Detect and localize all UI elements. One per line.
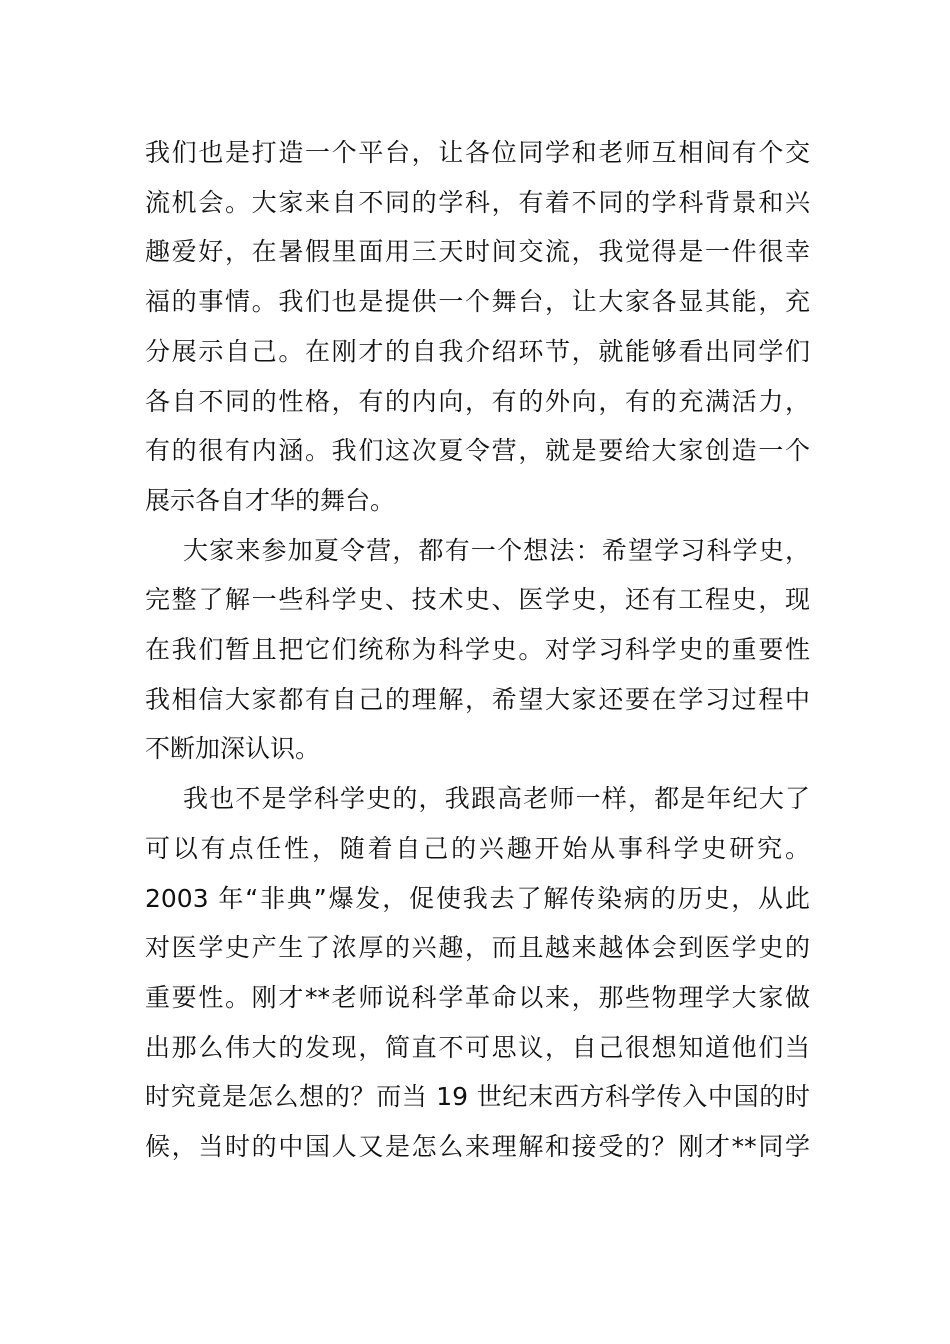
text-line: 展示各自才华的舞台。 — [145, 485, 396, 515]
text-line: 不断加深认识。 — [145, 734, 321, 764]
text-line: 重要性。刚才**老师说科学革命以来，那些物理学大家做 — [145, 982, 810, 1012]
paragraph-2 — [145, 526, 810, 775]
text-line: 各自不同的性格，有的内向，有的外向，有的充满活力， — [145, 386, 810, 416]
text-line: 我也不是学科学史的，我跟高老师一样，都是年纪大了 — [183, 784, 810, 814]
text-line: 在我们暂且把它们统称为科学史。对学习科学史的重要性 — [145, 635, 810, 665]
paragraph-1 — [145, 128, 810, 526]
body-text — [145, 128, 810, 1172]
text-line: 趣爱好，在暑假里面用三天时间交流，我觉得是一件很幸 — [145, 237, 810, 267]
text-line: 有的很有内涵。我们这次夏令营，就是要给大家创造一个 — [145, 436, 810, 466]
text-line: 我相信大家都有自己的理解，希望大家还要在学习过程中 — [145, 684, 810, 714]
text-line: 流机会。大家来自不同的学科，有着不同的学科背景和兴 — [145, 187, 810, 217]
text-line: 时究竟是怎么想的？而当 19 世纪末西方科学传入中国的时 — [145, 1082, 810, 1112]
text-line: 分展示自己。在刚才的自我介绍环节，就能够看出同学们 — [145, 336, 810, 366]
text-line: 2003 年“非典”爆发，促使我去了解传染病的历史，从此 — [145, 883, 810, 913]
text-line: 可以有点任性，随着自己的兴趣开始从事科学史研究。 — [145, 833, 810, 863]
paragraph-3 — [145, 774, 810, 1172]
text-line: 出那么伟大的发现，简直不可思议，自己很想知道他们当 — [145, 1032, 810, 1062]
text-line: 我们也是打造一个平台，让各位同学和老师互相间有个交 — [145, 138, 810, 167]
text-line: 候，当时的中国人又是怎么来理解和接受的？刚才**同学 — [145, 1132, 810, 1162]
text-line: 大家来参加夏令营，都有一个想法：希望学习科学史， — [183, 535, 810, 565]
text-line: 对医学史产生了浓厚的兴趣，而且越来越体会到医学史的 — [145, 933, 810, 963]
text-line: 完整了解一些科学史、技术史、医学史，还有工程史，现 — [145, 585, 810, 615]
text-line: 福的事情。我们也是提供一个舞台，让大家各显其能，充 — [145, 287, 810, 317]
